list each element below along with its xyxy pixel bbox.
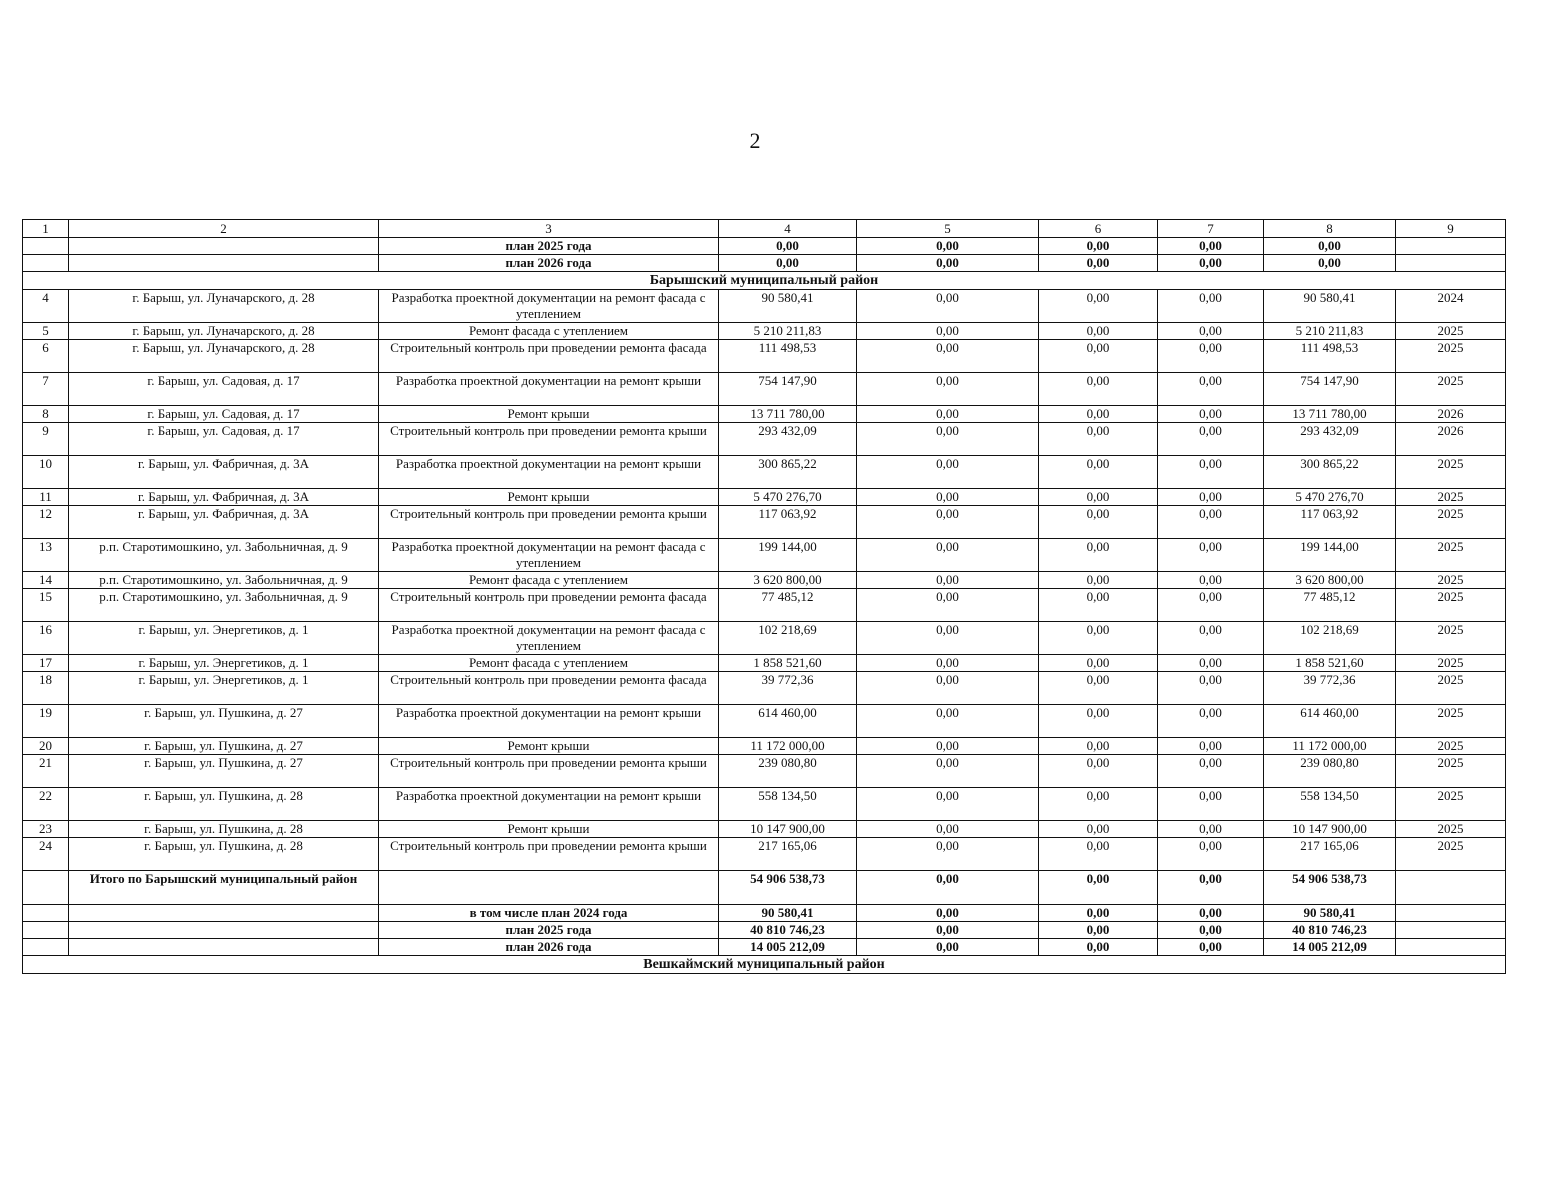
- work-type-cell: Ремонт крыши: [379, 489, 719, 506]
- year-cell: 2025: [1396, 572, 1506, 589]
- column-header: 7: [1158, 220, 1264, 238]
- amount-cell: 0,00: [857, 340, 1039, 373]
- amount-cell: 39 772,36: [719, 672, 857, 705]
- table-row: [23, 622, 1506, 655]
- amount-cell: 0,00: [1039, 572, 1158, 589]
- address-cell: г. Барыш, ул. Фабричная, д. 3А: [69, 489, 379, 506]
- amount-cell: 217 165,06: [719, 838, 857, 871]
- amount-cell: 217 165,06: [1264, 838, 1396, 871]
- amount-cell: 0,00: [1158, 821, 1264, 838]
- amount-cell: 0,00: [857, 821, 1039, 838]
- year-cell: 2025: [1396, 738, 1506, 755]
- row-number: 22: [23, 788, 69, 821]
- year-cell: 2025: [1396, 672, 1506, 705]
- row-number: 12: [23, 506, 69, 539]
- year-cell: 2025: [1396, 373, 1506, 406]
- amount-cell: 0,00: [857, 406, 1039, 423]
- amount-cell: 239 080,80: [719, 755, 857, 788]
- amount-cell: 0,00: [1039, 340, 1158, 373]
- row-number: 20: [23, 738, 69, 755]
- amount-cell: 300 865,22: [719, 456, 857, 489]
- amount-cell: 0,00: [1158, 323, 1264, 340]
- amount-cell: 11 172 000,00: [719, 738, 857, 755]
- amount-cell: 0,00: [1039, 672, 1158, 705]
- year-cell: 2025: [1396, 622, 1506, 655]
- amount-cell: 0,00: [857, 788, 1039, 821]
- column-header: 1: [23, 220, 69, 238]
- amount-cell: 0,00: [1158, 406, 1264, 423]
- empty-cell: [69, 939, 379, 956]
- work-type-cell: Строительный контроль при проведении ремонта крыши: [379, 838, 719, 871]
- amount-cell: 0,00: [1158, 423, 1264, 456]
- amount-cell: 0,00: [1158, 655, 1264, 672]
- amount-cell: 300 865,22: [1264, 456, 1396, 489]
- total-label: Итого по Барышский муниципальный район: [69, 871, 379, 905]
- row-number: 5: [23, 323, 69, 340]
- section-title: Вешкаймский муниципальный район: [23, 956, 1506, 974]
- address-cell: г. Барыш, ул. Энергетиков, д. 1: [69, 622, 379, 655]
- amount-cell: 0,00: [857, 506, 1039, 539]
- address-cell: г. Барыш, ул. Пушкина, д. 27: [69, 755, 379, 788]
- amount-cell: 10 147 900,00: [1264, 821, 1396, 838]
- amount-cell: 5 210 211,83: [1264, 323, 1396, 340]
- address-cell: г. Барыш, ул. Садовая, д. 17: [69, 423, 379, 456]
- address-cell: р.п. Старотимошкино, ул. Забольничная, д. 9: [69, 572, 379, 589]
- amount-cell: 0,00: [857, 622, 1039, 655]
- row-number: 6: [23, 340, 69, 373]
- amount-cell: 0,00: [1158, 838, 1264, 871]
- amount-cell: 0,00: [1039, 423, 1158, 456]
- amount-cell: 558 134,50: [1264, 788, 1396, 821]
- amount-cell: 0,00: [1158, 340, 1264, 373]
- amount-cell: 0,00: [1158, 738, 1264, 755]
- amount-cell: 0,00: [857, 705, 1039, 738]
- address-cell: р.п. Старотимошкино, ул. Забольничная, д. 9: [69, 589, 379, 622]
- work-type-cell: Разработка проектной документации на ремонт крыши: [379, 456, 719, 489]
- amount-cell: 0,00: [1158, 589, 1264, 622]
- section-row: [23, 272, 1506, 290]
- total-amount: 0,00: [1158, 871, 1264, 905]
- amount-cell: 558 134,50: [719, 788, 857, 821]
- amount-cell: 0,00: [1264, 255, 1396, 272]
- column-header: 5: [857, 220, 1039, 238]
- column-header: 2: [69, 220, 379, 238]
- work-type-cell: Строительный контроль при проведении ремонта крыши: [379, 755, 719, 788]
- row-number: 18: [23, 672, 69, 705]
- year-cell: 2025: [1396, 456, 1506, 489]
- work-type-cell: Разработка проектной документации на ремонт крыши: [379, 705, 719, 738]
- amount-cell: 90 580,41: [1264, 905, 1396, 922]
- empty-cell: [69, 255, 379, 272]
- row-number: 16: [23, 622, 69, 655]
- section-title: Барышский муниципальный район: [23, 272, 1506, 290]
- work-type-cell: Ремонт крыши: [379, 821, 719, 838]
- row-number: 11: [23, 489, 69, 506]
- empty-cell: [23, 905, 69, 922]
- amount-cell: 0,00: [857, 255, 1039, 272]
- work-type-cell: Ремонт фасада с утеплением: [379, 655, 719, 672]
- amount-cell: 0,00: [857, 489, 1039, 506]
- amount-cell: 0,00: [1158, 622, 1264, 655]
- total-row: [23, 871, 1506, 905]
- amount-cell: 0,00: [1158, 238, 1264, 255]
- amount-cell: 117 063,92: [1264, 506, 1396, 539]
- address-cell: г. Барыш, ул. Садовая, д. 17: [69, 406, 379, 423]
- table-row: [23, 373, 1506, 406]
- amount-cell: 0,00: [1158, 255, 1264, 272]
- amount-cell: 0,00: [857, 238, 1039, 255]
- amount-cell: 111 498,53: [719, 340, 857, 373]
- amount-cell: 0,00: [719, 238, 857, 255]
- amount-cell: 0,00: [1158, 506, 1264, 539]
- amount-cell: 0,00: [1158, 705, 1264, 738]
- amount-cell: 10 147 900,00: [719, 821, 857, 838]
- amount-cell: [1396, 255, 1506, 272]
- amount-cell: 0,00: [857, 373, 1039, 406]
- table-row: [23, 705, 1506, 738]
- amount-cell: 40 810 746,23: [719, 922, 857, 939]
- table-row: [23, 506, 1506, 539]
- amount-cell: 111 498,53: [1264, 340, 1396, 373]
- amount-cell: 0,00: [1264, 238, 1396, 255]
- row-number: 7: [23, 373, 69, 406]
- work-type-cell: Разработка проектной документации на ремонт фасада с утеплением: [379, 539, 719, 572]
- table-row: [23, 838, 1506, 871]
- empty-cell: [23, 922, 69, 939]
- amount-cell: 0,00: [1158, 489, 1264, 506]
- amount-cell: 0,00: [1039, 489, 1158, 506]
- plan-label: план 2025 года: [379, 238, 719, 255]
- plan-label: в том числе план 2024 года: [379, 905, 719, 922]
- amount-cell: 0,00: [1158, 290, 1264, 323]
- address-cell: г. Барыш, ул. Садовая, д. 17: [69, 373, 379, 406]
- address-cell: г. Барыш, ул. Пушкина, д. 28: [69, 788, 379, 821]
- amount-cell: 3 620 800,00: [719, 572, 857, 589]
- address-cell: г. Барыш, ул. Энергетиков, д. 1: [69, 655, 379, 672]
- amount-cell: 239 080,80: [1264, 755, 1396, 788]
- amount-cell: 0,00: [1039, 238, 1158, 255]
- amount-cell: 3 620 800,00: [1264, 572, 1396, 589]
- address-cell: г. Барыш, ул. Пушкина, д. 28: [69, 821, 379, 838]
- row-number: 13: [23, 539, 69, 572]
- year-cell: 2025: [1396, 323, 1506, 340]
- amount-cell: 0,00: [1158, 373, 1264, 406]
- year-cell: 2024: [1396, 290, 1506, 323]
- amount-cell: 0,00: [719, 255, 857, 272]
- amount-cell: 117 063,92: [719, 506, 857, 539]
- amount-cell: 0,00: [857, 423, 1039, 456]
- amount-cell: [1396, 238, 1506, 255]
- row-number: 21: [23, 755, 69, 788]
- amount-cell: 1 858 521,60: [1264, 655, 1396, 672]
- amount-cell: 614 460,00: [719, 705, 857, 738]
- amount-cell: 0,00: [1039, 456, 1158, 489]
- amount-cell: [1396, 939, 1506, 956]
- work-type-cell: Разработка проектной документации на ремонт крыши: [379, 373, 719, 406]
- column-header: 8: [1264, 220, 1396, 238]
- amount-cell: 0,00: [1158, 905, 1264, 922]
- amount-cell: 614 460,00: [1264, 705, 1396, 738]
- amount-cell: 40 810 746,23: [1264, 922, 1396, 939]
- address-cell: г. Барыш, ул. Пушкина, д. 28: [69, 838, 379, 871]
- column-header: 9: [1396, 220, 1506, 238]
- table-row: [23, 290, 1506, 323]
- amount-cell: 0,00: [857, 922, 1039, 939]
- amount-cell: 293 432,09: [719, 423, 857, 456]
- table-row: [23, 589, 1506, 622]
- row-number: 10: [23, 456, 69, 489]
- amount-cell: 0,00: [1039, 755, 1158, 788]
- amount-cell: 199 144,00: [1264, 539, 1396, 572]
- amount-cell: 0,00: [1039, 939, 1158, 956]
- amount-cell: 0,00: [1039, 506, 1158, 539]
- section-row: [23, 956, 1506, 974]
- amount-cell: 199 144,00: [719, 539, 857, 572]
- amount-cell: 0,00: [1039, 738, 1158, 755]
- amount-cell: 0,00: [1039, 255, 1158, 272]
- amount-cell: 0,00: [1039, 705, 1158, 738]
- address-cell: г. Барыш, ул. Фабричная, д. 3А: [69, 456, 379, 489]
- amount-cell: 0,00: [857, 323, 1039, 340]
- amount-cell: 0,00: [857, 838, 1039, 871]
- amount-cell: 11 172 000,00: [1264, 738, 1396, 755]
- row-number: 8: [23, 406, 69, 423]
- amount-cell: 0,00: [1039, 323, 1158, 340]
- empty-cell: [23, 255, 69, 272]
- total-amount: 0,00: [1039, 871, 1158, 905]
- amount-cell: 0,00: [857, 939, 1039, 956]
- plan-summary-row: [23, 939, 1506, 956]
- amount-cell: 0,00: [1039, 622, 1158, 655]
- amount-cell: 0,00: [1039, 821, 1158, 838]
- row-number: 23: [23, 821, 69, 838]
- repair-program-table: [22, 219, 1506, 974]
- work-type-cell: Строительный контроль при проведении ремонта фасада: [379, 340, 719, 373]
- amount-cell: 0,00: [1039, 290, 1158, 323]
- table-row: [23, 323, 1506, 340]
- plan-summary-row: [23, 922, 1506, 939]
- amount-cell: 0,00: [1158, 456, 1264, 489]
- total-amount: 54 906 538,73: [1264, 871, 1396, 905]
- address-cell: р.п. Старотимошкино, ул. Забольничная, д. 9: [69, 539, 379, 572]
- amount-cell: 0,00: [857, 905, 1039, 922]
- table-row: [23, 755, 1506, 788]
- work-type-cell: Ремонт фасада с утеплением: [379, 572, 719, 589]
- year-cell: 2025: [1396, 589, 1506, 622]
- row-number: 19: [23, 705, 69, 738]
- address-cell: г. Барыш, ул. Луначарского, д. 28: [69, 290, 379, 323]
- address-cell: г. Барыш, ул. Фабричная, д. 3А: [69, 506, 379, 539]
- plan-summary-row: [23, 905, 1506, 922]
- year-cell: 2025: [1396, 788, 1506, 821]
- table-row: [23, 456, 1506, 489]
- column-header: 6: [1039, 220, 1158, 238]
- amount-cell: 90 580,41: [719, 905, 857, 922]
- amount-cell: 5 210 211,83: [719, 323, 857, 340]
- table-row: [23, 655, 1506, 672]
- empty-cell: [379, 871, 719, 905]
- amount-cell: 0,00: [857, 589, 1039, 622]
- amount-cell: 0,00: [1158, 939, 1264, 956]
- plan-summary-row: [23, 255, 1506, 272]
- plan-label: план 2026 года: [379, 939, 719, 956]
- amount-cell: 102 218,69: [719, 622, 857, 655]
- amount-cell: 0,00: [1158, 788, 1264, 821]
- year-cell: 2026: [1396, 406, 1506, 423]
- work-type-cell: Строительный контроль при проведении ремонта фасада: [379, 672, 719, 705]
- year-cell: 2025: [1396, 838, 1506, 871]
- work-type-cell: Строительный контроль при проведении ремонта крыши: [379, 423, 719, 456]
- address-cell: г. Барыш, ул. Пушкина, д. 27: [69, 705, 379, 738]
- amount-cell: 293 432,09: [1264, 423, 1396, 456]
- work-type-cell: Разработка проектной документации на ремонт фасада с утеплением: [379, 290, 719, 323]
- work-type-cell: Строительный контроль при проведении ремонта фасада: [379, 589, 719, 622]
- amount-cell: 0,00: [857, 539, 1039, 572]
- table-row: [23, 672, 1506, 705]
- amount-cell: 77 485,12: [719, 589, 857, 622]
- amount-cell: 0,00: [1039, 539, 1158, 572]
- year-cell: 2025: [1396, 489, 1506, 506]
- row-number: 15: [23, 589, 69, 622]
- table-row: [23, 738, 1506, 755]
- amount-cell: 1 858 521,60: [719, 655, 857, 672]
- amount-cell: 0,00: [1039, 589, 1158, 622]
- amount-cell: 39 772,36: [1264, 672, 1396, 705]
- table-row: [23, 539, 1506, 572]
- row-number: 4: [23, 290, 69, 323]
- amount-cell: 0,00: [1158, 922, 1264, 939]
- table-row: [23, 340, 1506, 373]
- amount-cell: 0,00: [857, 290, 1039, 323]
- amount-cell: 77 485,12: [1264, 589, 1396, 622]
- address-cell: г. Барыш, ул. Пушкина, д. 27: [69, 738, 379, 755]
- amount-cell: 5 470 276,70: [719, 489, 857, 506]
- year-cell: 2025: [1396, 705, 1506, 738]
- table-row: [23, 406, 1506, 423]
- work-type-cell: Ремонт крыши: [379, 738, 719, 755]
- amount-cell: 90 580,41: [1264, 290, 1396, 323]
- year-cell: 2025: [1396, 821, 1506, 838]
- amount-cell: 0,00: [857, 672, 1039, 705]
- amount-cell: 754 147,90: [1264, 373, 1396, 406]
- empty-cell: [69, 905, 379, 922]
- work-type-cell: Разработка проектной документации на ремонт крыши: [379, 788, 719, 821]
- year-cell: 2026: [1396, 423, 1506, 456]
- amount-cell: 13 711 780,00: [719, 406, 857, 423]
- year-cell: 2025: [1396, 539, 1506, 572]
- amount-cell: 0,00: [857, 572, 1039, 589]
- year-cell: 2025: [1396, 506, 1506, 539]
- amount-cell: 0,00: [1039, 788, 1158, 821]
- row-number: 9: [23, 423, 69, 456]
- year-cell: 2025: [1396, 340, 1506, 373]
- amount-cell: 0,00: [857, 738, 1039, 755]
- header-row: [23, 220, 1506, 238]
- amount-cell: 0,00: [857, 655, 1039, 672]
- amount-cell: 14 005 212,09: [1264, 939, 1396, 956]
- table-row: [23, 821, 1506, 838]
- amount-cell: 0,00: [1039, 905, 1158, 922]
- page-number: 2: [749, 128, 761, 153]
- address-cell: г. Барыш, ул. Луначарского, д. 28: [69, 323, 379, 340]
- total-amount: 0,00: [857, 871, 1039, 905]
- table-row: [23, 788, 1506, 821]
- amount-cell: 13 711 780,00: [1264, 406, 1396, 423]
- plan-label: план 2026 года: [379, 255, 719, 272]
- column-header: 4: [719, 220, 857, 238]
- amount-cell: 0,00: [1039, 922, 1158, 939]
- amount-cell: 0,00: [857, 755, 1039, 788]
- empty-cell: [23, 939, 69, 956]
- amount-cell: 102 218,69: [1264, 622, 1396, 655]
- amount-cell: 754 147,90: [719, 373, 857, 406]
- address-cell: г. Барыш, ул. Луначарского, д. 28: [69, 340, 379, 373]
- amount-cell: 14 005 212,09: [719, 939, 857, 956]
- amount-cell: [1396, 922, 1506, 939]
- table-row: [23, 572, 1506, 589]
- row-number: 17: [23, 655, 69, 672]
- amount-cell: [1396, 905, 1506, 922]
- table-row: [23, 423, 1506, 456]
- row-number: 24: [23, 838, 69, 871]
- plan-summary-row: [23, 238, 1506, 255]
- amount-cell: 0,00: [1039, 838, 1158, 871]
- empty-cell: [23, 871, 69, 905]
- amount-cell: 0,00: [1158, 572, 1264, 589]
- amount-cell: 90 580,41: [719, 290, 857, 323]
- empty-cell: [69, 238, 379, 255]
- plan-label: план 2025 года: [379, 922, 719, 939]
- address-cell: г. Барыш, ул. Энергетиков, д. 1: [69, 672, 379, 705]
- empty-cell: [69, 922, 379, 939]
- work-type-cell: Строительный контроль при проведении ремонта крыши: [379, 506, 719, 539]
- work-type-cell: Разработка проектной документации на ремонт фасада с утеплением: [379, 622, 719, 655]
- year-cell: 2025: [1396, 655, 1506, 672]
- amount-cell: 0,00: [857, 456, 1039, 489]
- empty-cell: [1396, 871, 1506, 905]
- column-header: 3: [379, 220, 719, 238]
- amount-cell: 0,00: [1039, 373, 1158, 406]
- amount-cell: 0,00: [1158, 755, 1264, 788]
- year-cell: 2025: [1396, 755, 1506, 788]
- table-row: [23, 489, 1506, 506]
- work-type-cell: Ремонт фасада с утеплением: [379, 323, 719, 340]
- work-type-cell: Ремонт крыши: [379, 406, 719, 423]
- amount-cell: 0,00: [1039, 406, 1158, 423]
- total-amount: 54 906 538,73: [719, 871, 857, 905]
- amount-cell: 0,00: [1158, 672, 1264, 705]
- amount-cell: 5 470 276,70: [1264, 489, 1396, 506]
- empty-cell: [23, 238, 69, 255]
- amount-cell: 0,00: [1039, 655, 1158, 672]
- amount-cell: 0,00: [1158, 539, 1264, 572]
- row-number: 14: [23, 572, 69, 589]
